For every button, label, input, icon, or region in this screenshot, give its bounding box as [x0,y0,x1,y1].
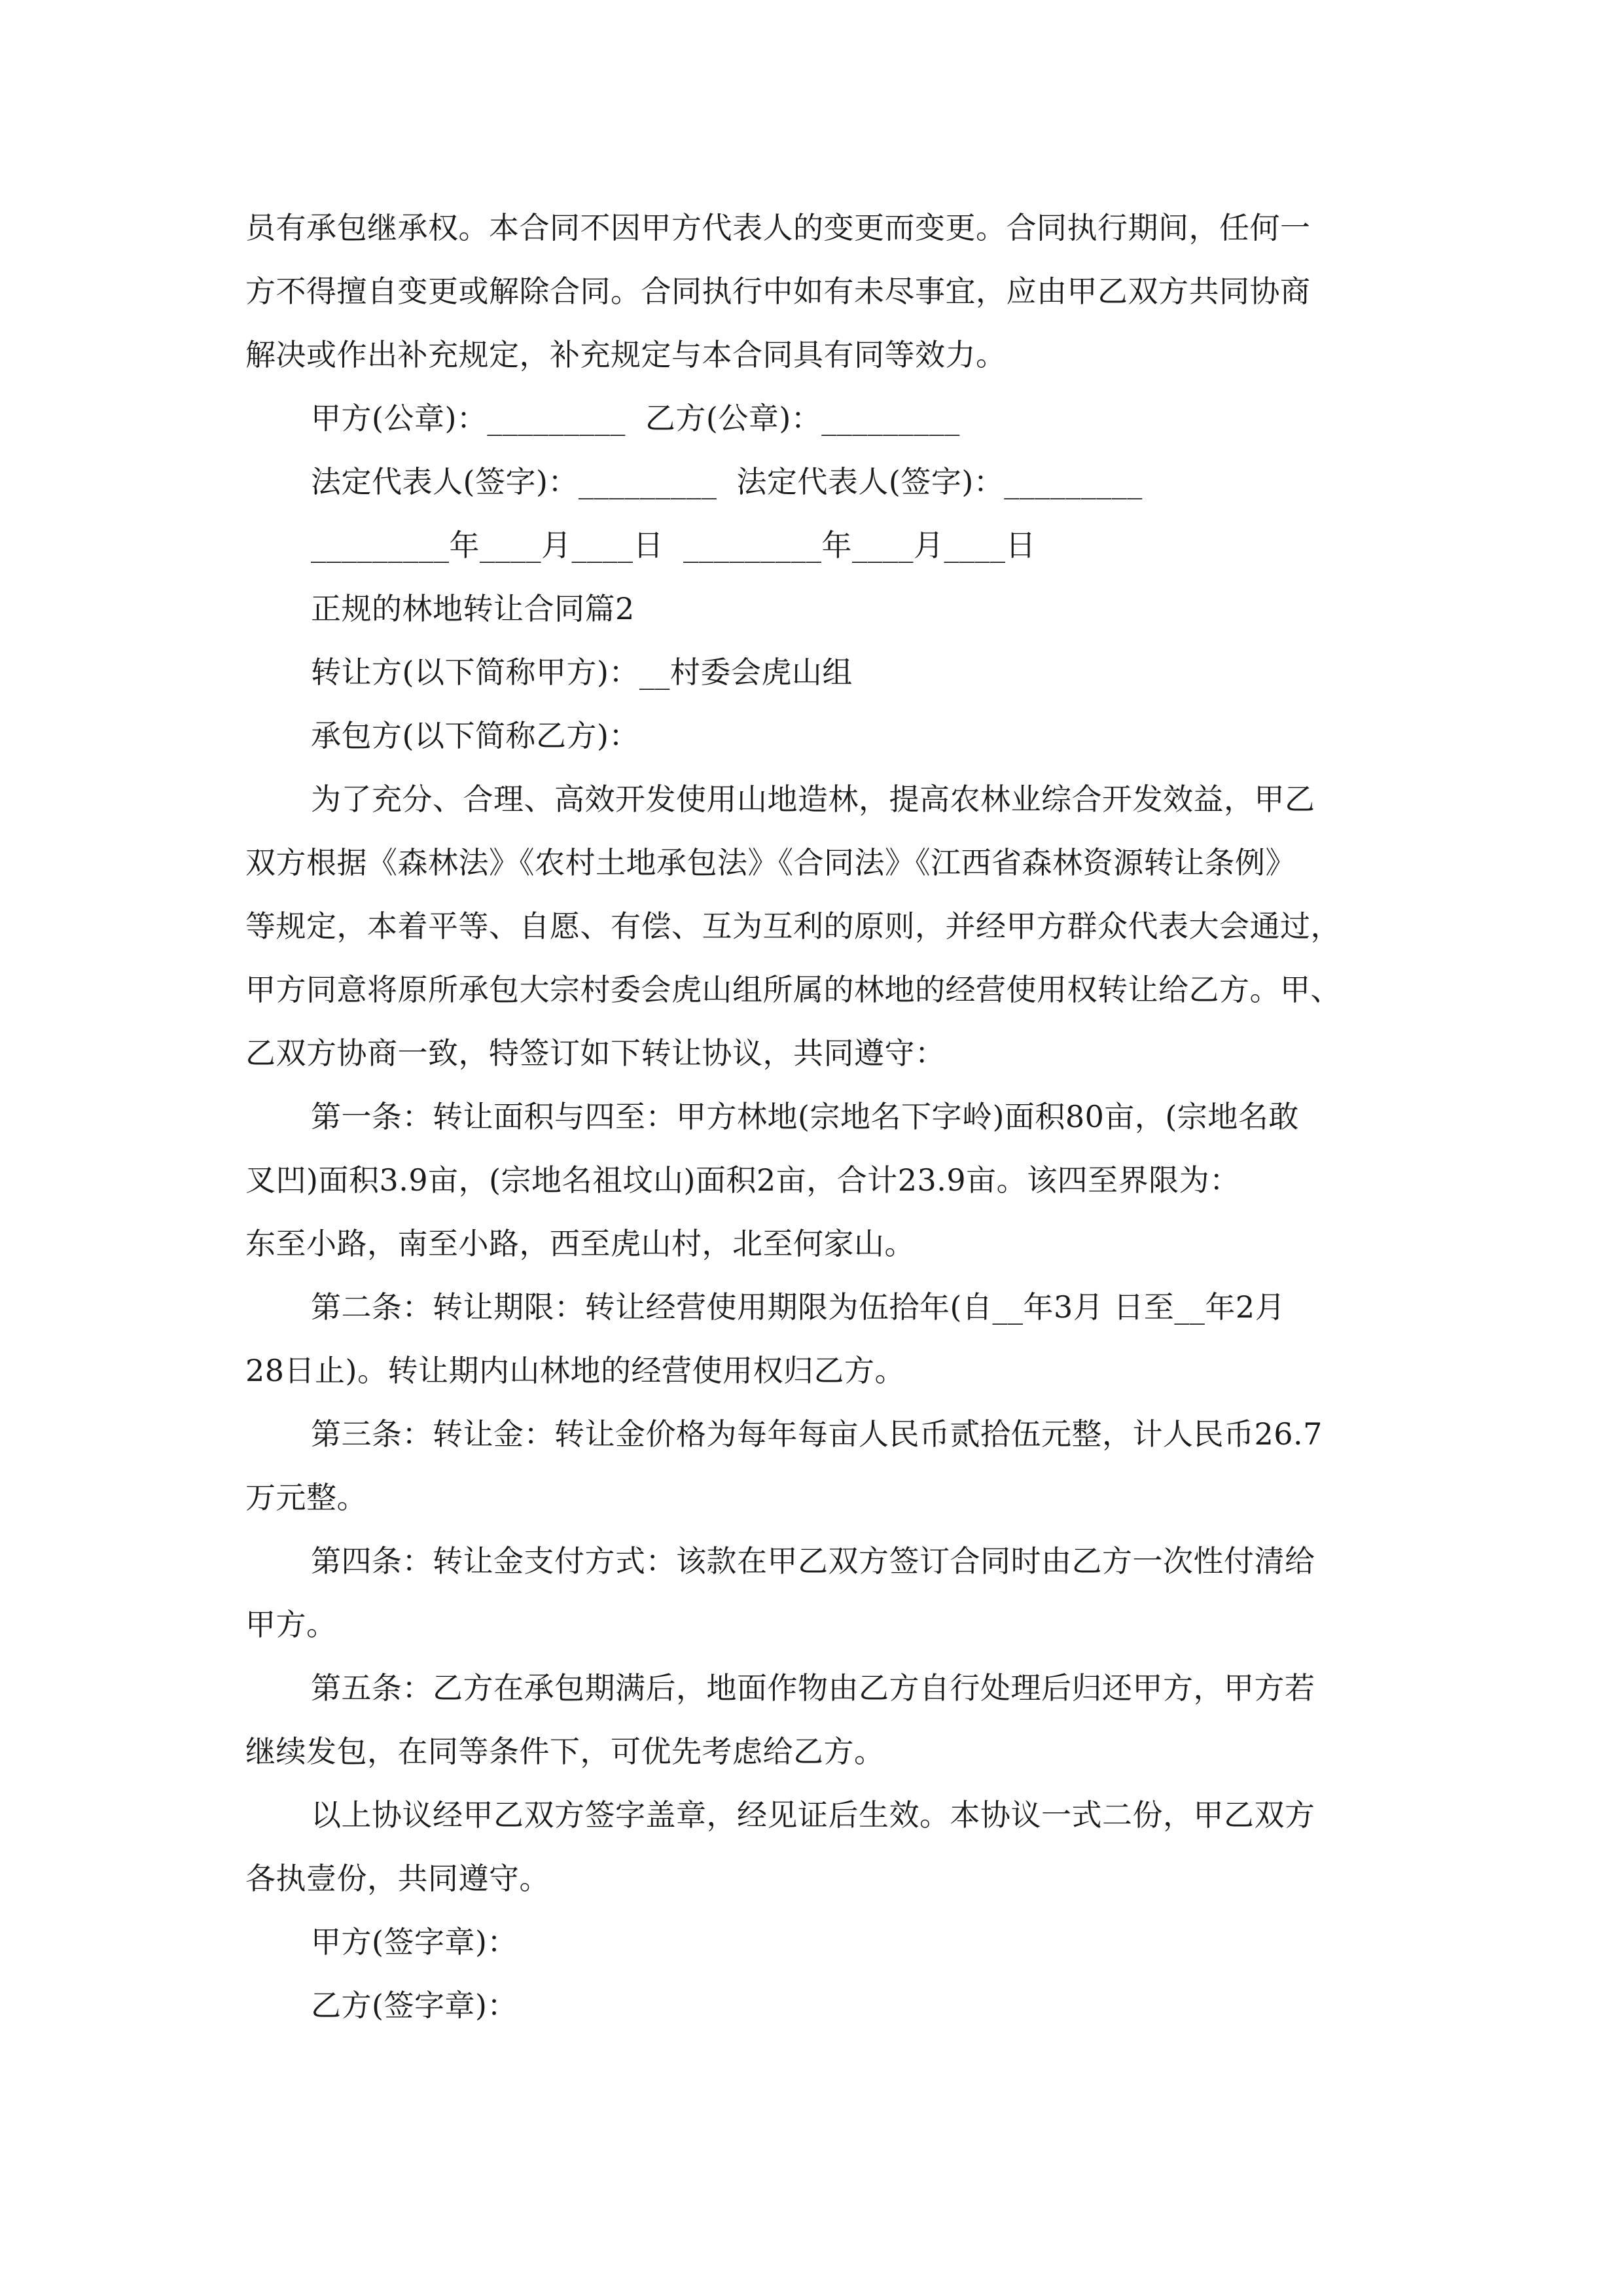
text-line: 甲方。 [245,1607,337,1642]
contractor-line: 承包方(以下简称乙方)： [311,718,639,753]
text-line: 等规定，本着平等、自愿、有偿、互为互利的原则，并经甲方群众代表大会通过， [245,908,1341,944]
seal-line [311,399,960,438]
closing-text: 以上协议经甲乙双方签字盖章，经见证后生效。本协议一式二份，甲乙双方 [311,1797,1315,1833]
text-line: 为了充分、合理、高效开发使用山地造林，提高农林业综合开发效益，甲乙 [311,781,1315,817]
date-b: _________年____月____日 [683,528,1036,563]
text-line: 东至小路，南至小路，西至虎山村，北至何家山。 [245,1226,915,1261]
text-line: 继续发包，在同等条件下，可优先考虑给乙方。 [245,1734,885,1769]
article-3: 第三条：转让金：转让金价格为每年每亩人民币贰拾伍元整，计人民币26.7 [311,1416,1323,1452]
party-a-signature: 甲方(签字章)： [311,1924,518,1960]
text-line: 28日止)。转让期内山林地的经营使用权归乙方。 [245,1353,905,1388]
rep-b: 法定代表人(签字)：_________ [736,464,1143,499]
party-b-signature: 乙方(签字章)： [311,1988,518,2023]
article-2: 第二条：转让期限：转让经营使用期限为伍拾年(自__年3月 日至__年2月 [311,1289,1286,1325]
representative-line [311,462,1143,501]
rep-a: 法定代表人(签字)：_________ [311,464,717,499]
party-b-seal: 乙方(公章)：_________ [645,401,960,436]
article-1: 第一条：转让面积与四至：甲方林地(宗地名下字岭)面积80亩，(宗地名敢 [311,1099,1299,1134]
date-line [311,526,1036,565]
article-5: 第五条：乙方在承包期满后，地面作物由乙方自行处理后归还甲方，甲方若 [311,1670,1315,1706]
text-line: 解决或作出补充规定，补充规定与本合同具有同等效力。 [245,337,1007,372]
text-line: 员有承包继承权。本合同不因甲方代表人的变更而变更。合同执行期间，任何一 [245,210,1311,245]
transferor-line: 转让方(以下简称甲方)：__村委会虎山组 [311,655,853,690]
text-line: 各执壹份，共同遵守。 [245,1861,550,1896]
text-line: 甲方同意将原所承包大宗村委会虎山组所属的林地的经营使用权转让给乙方。甲、 [245,972,1341,1007]
date-a: _________年____月____日 [311,528,664,563]
section-title: 正规的林地转让合同篇2 [311,591,635,626]
text-line: 万元整。 [245,1480,367,1515]
text-line: 双方根据《森林法》《农村土地承包法》《合同法》《江西省森林资源转让条例》 [245,845,1296,880]
text-line: 叉凹)面积3.9亩，(宗地名祖坟山)面积2亩，合计23.9亩。该四至界限为： [245,1162,1240,1198]
article-4: 第四条：转让金支付方式：该款在甲乙双方签订合同时由乙方一次性付清给 [311,1543,1315,1579]
text-line: 方不得擅自变更或解除合同。合同执行中如有未尽事宜，应由甲乙双方共同协商 [245,274,1311,309]
party-a-seal: 甲方(公章)：_________ [311,401,626,436]
text-line: 乙双方协商一致，特签订如下转让协议，共同遵守： [245,1035,946,1071]
